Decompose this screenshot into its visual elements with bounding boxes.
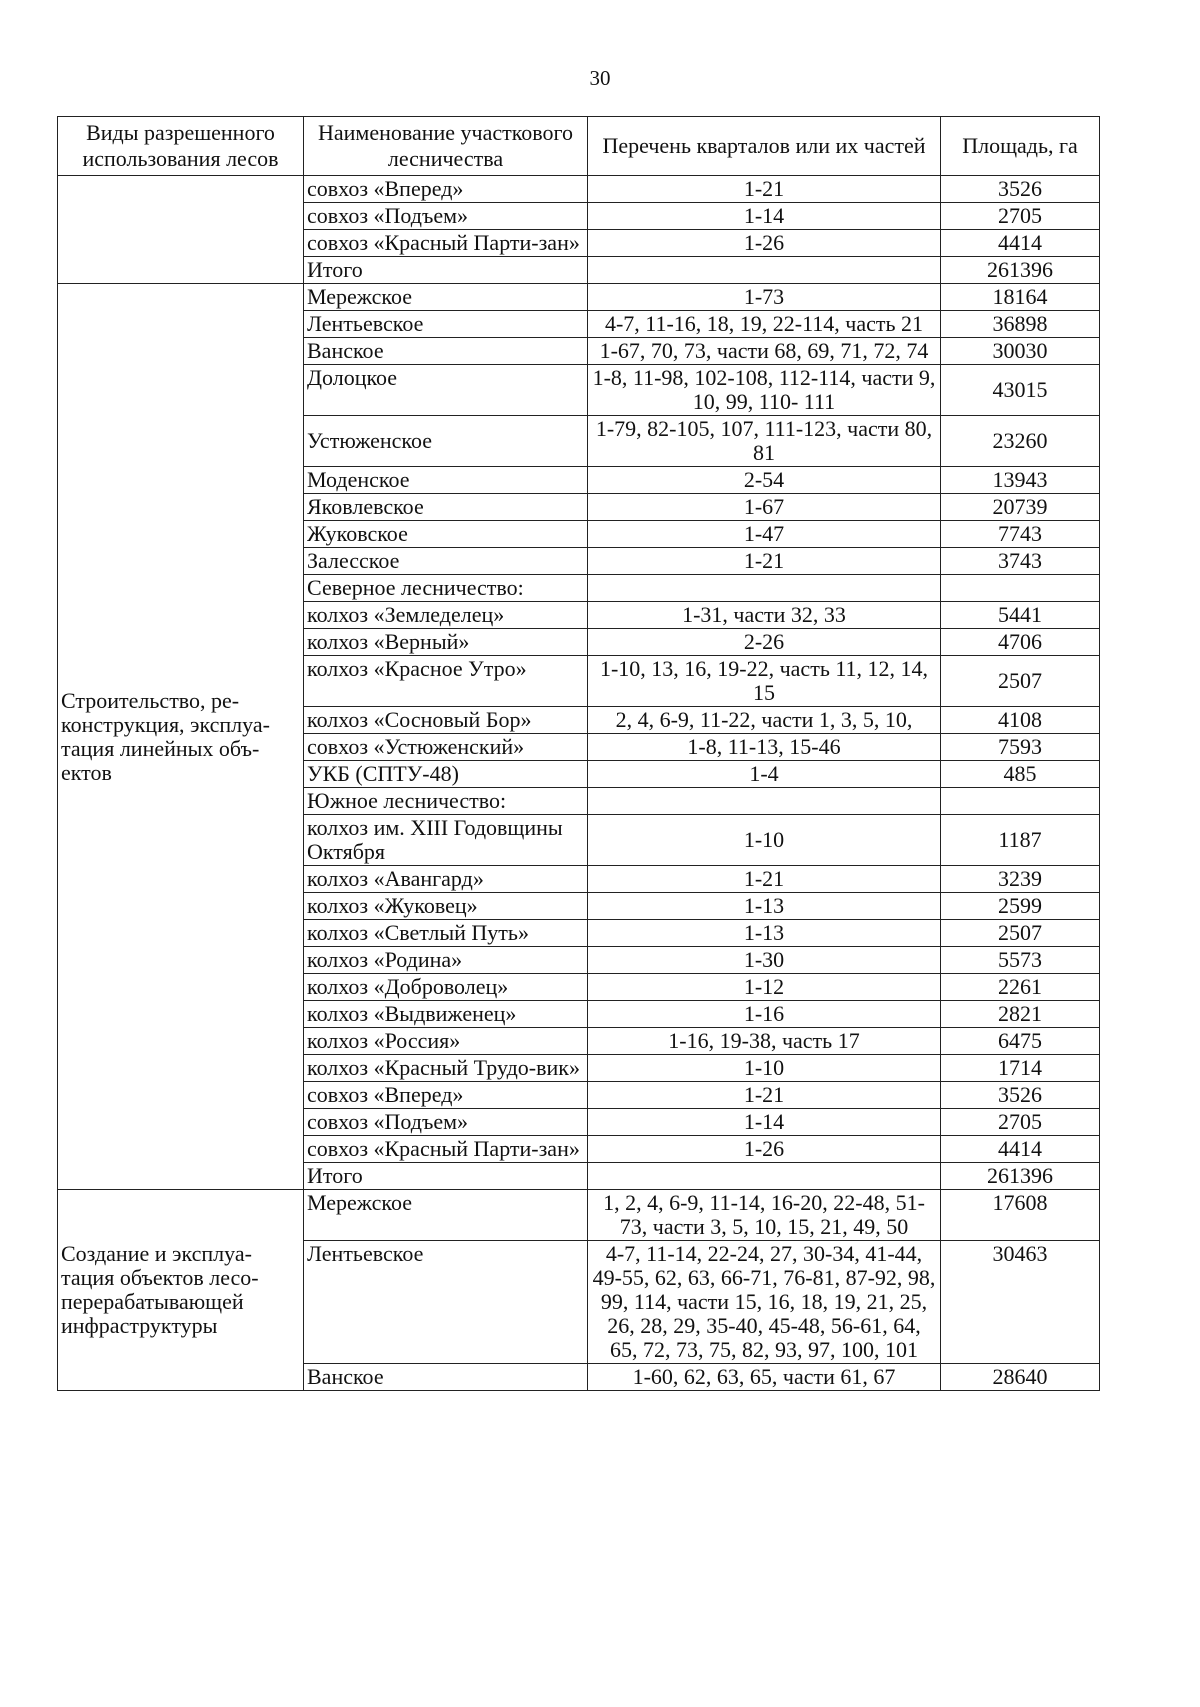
quarters-cell: 1-79, 82-105, 107, 111-123, части 80, 81 xyxy=(588,416,941,467)
forestry-name-cell: совхоз «Вперед» xyxy=(304,176,588,203)
quarters-cell: 1-10 xyxy=(588,815,941,866)
quarters-cell: 1-21 xyxy=(588,866,941,893)
forestry-name-cell: колхоз «Светлый Путь» xyxy=(304,920,588,947)
quarters-cell: 1, 2, 4, 6-9, 11-14, 16-20, 22-48, 51-73, части 3, 5, 10, 15, 21, 49, 50 xyxy=(588,1190,941,1241)
page-number: 30 xyxy=(589,66,611,90)
quarters-cell: 4-7, 11-16, 18, 19, 22-114, часть 21 xyxy=(588,311,941,338)
area-cell: 43015 xyxy=(941,365,1100,416)
quarters-cell: 2-26 xyxy=(588,629,941,656)
quarters-cell: 1-8, 11-98, 102-108, 112-114, части 9, 10, 99, 110- 111 xyxy=(588,365,941,416)
area-cell: 17608 xyxy=(941,1190,1100,1241)
forestry-name-cell: колхоз «Родина» xyxy=(304,947,588,974)
header-use: Виды разрешенного использования лесов xyxy=(58,117,304,176)
forestry-name-cell: колхоз «Россия» xyxy=(304,1028,588,1055)
quarters-cell: 1-16, 19-38, часть 17 xyxy=(588,1028,941,1055)
forestry-name-cell: колхоз «Авангард» xyxy=(304,866,588,893)
header-quarters: Перечень кварталов или их частей xyxy=(588,117,941,176)
quarters-cell: 1-67, 70, 73, части 68, 69, 71, 72, 74 xyxy=(588,338,941,365)
table-row xyxy=(58,176,1100,203)
area-cell: 2705 xyxy=(941,203,1100,230)
area-cell: 2705 xyxy=(941,1109,1100,1136)
forestry-name-cell: Лентьевское xyxy=(304,311,588,338)
area-cell: 2507 xyxy=(941,920,1100,947)
quarters-cell: 1-73 xyxy=(588,284,941,311)
forest-use-table xyxy=(57,116,1100,1391)
quarters-cell: 1-10, 13, 16, 19-22, часть 11, 12, 14, 15 xyxy=(588,656,941,707)
quarters-cell: 1-4 xyxy=(588,761,941,788)
quarters-cell: 1-14 xyxy=(588,1109,941,1136)
forestry-name-cell: Устюженское xyxy=(304,416,588,467)
quarters-cell: 1-13 xyxy=(588,893,941,920)
quarters-cell: 4-7, 11-14, 22-24, 27, 30-34, 41-44, 49-55, 62, 63, 66-71, 76-81, 87-92, 98, 99, 114, части 15, 16, 18, 19, 21, 25, 26, 28, 29, 35-40, 45-48, 56-61, 64, 65, 72, 73, 75, 82, 93, 97, 100, 101 xyxy=(588,1241,941,1364)
quarters-cell: 1-16 xyxy=(588,1001,941,1028)
quarters-cell: 1-30 xyxy=(588,947,941,974)
quarters-cell: 1-13 xyxy=(588,920,941,947)
area-cell: 2507 xyxy=(941,656,1100,707)
area-cell: 4414 xyxy=(941,230,1100,257)
forestry-name-cell: Южное лесничество: xyxy=(304,788,588,815)
forestry-name-cell: колхоз «Доброволец» xyxy=(304,974,588,1001)
use-type-cell: Строительство, ре-конструкция, эксплуа-тация линейных объ-ектов xyxy=(58,284,304,1190)
forestry-name-cell: колхоз им. XIII Годовщины Октября xyxy=(304,815,588,866)
area-cell: 28640 xyxy=(941,1364,1100,1391)
forestry-name-cell: Долоцкое xyxy=(304,365,588,416)
area-cell: 7743 xyxy=(941,521,1100,548)
quarters-cell: 1-26 xyxy=(588,1136,941,1163)
forestry-name-cell: колхоз «Верный» xyxy=(304,629,588,656)
quarters-cell: 1-26 xyxy=(588,230,941,257)
forestry-name-cell: Лентьевское xyxy=(304,1241,588,1364)
quarters-cell: 2, 4, 6-9, 11-22, части 1, 3, 5, 10, xyxy=(588,707,941,734)
quarters-cell: 1-10 xyxy=(588,1055,941,1082)
quarters-cell xyxy=(588,257,941,284)
forestry-name-cell: совхоз «Красный Парти-зан» xyxy=(304,230,588,257)
area-cell: 2599 xyxy=(941,893,1100,920)
quarters-cell: 1-14 xyxy=(588,203,941,230)
quarters-cell: 1-31, части 32, 33 xyxy=(588,602,941,629)
area-cell: 2261 xyxy=(941,974,1100,1001)
forestry-name-cell: совхоз «Устюженский» xyxy=(304,734,588,761)
area-cell: 18164 xyxy=(941,284,1100,311)
table-body xyxy=(58,176,1100,1391)
header-forestry: Наименование участкового лесничества xyxy=(304,117,588,176)
table-row xyxy=(58,1190,1100,1241)
forestry-name-cell: Мережское xyxy=(304,284,588,311)
forestry-name-cell: УКБ (СПТУ-48) xyxy=(304,761,588,788)
table-header-row xyxy=(58,117,1100,176)
forestry-name-cell: Мережское xyxy=(304,1190,588,1241)
quarters-cell: 1-21 xyxy=(588,1082,941,1109)
forestry-name-cell: совхоз «Вперед» xyxy=(304,1082,588,1109)
forestry-name-cell: Итого xyxy=(304,1163,588,1190)
forestry-name-cell: совхоз «Красный Парти-зан» xyxy=(304,1136,588,1163)
area-cell: 4414 xyxy=(941,1136,1100,1163)
table-row xyxy=(58,284,1100,311)
area-cell xyxy=(941,788,1100,815)
area-cell: 4706 xyxy=(941,629,1100,656)
quarters-cell xyxy=(588,575,941,602)
forestry-name-cell: колхоз «Сосновый Бор» xyxy=(304,707,588,734)
quarters-cell: 2-54 xyxy=(588,467,941,494)
forestry-name-cell: колхоз «Жуковец» xyxy=(304,893,588,920)
area-cell: 3526 xyxy=(941,176,1100,203)
forestry-name-cell: колхоз «Земледелец» xyxy=(304,602,588,629)
use-type-cell: Создание и эксплуа-тация объектов лесо-перерабатывающей инфраструктуры xyxy=(58,1190,304,1391)
quarters-cell: 1-47 xyxy=(588,521,941,548)
quarters-cell: 1-12 xyxy=(588,974,941,1001)
quarters-cell: 1-21 xyxy=(588,176,941,203)
forestry-name-cell: Залесское xyxy=(304,548,588,575)
forestry-name-cell: Ванское xyxy=(304,338,588,365)
header-area: Площадь, га xyxy=(941,117,1100,176)
forestry-name-cell: совхоз «Подъем» xyxy=(304,203,588,230)
area-cell: 4108 xyxy=(941,707,1100,734)
area-cell: 13943 xyxy=(941,467,1100,494)
area-cell xyxy=(941,575,1100,602)
area-cell: 3239 xyxy=(941,866,1100,893)
use-type-cell xyxy=(58,176,304,284)
area-cell: 30463 xyxy=(941,1241,1100,1364)
quarters-cell: 1-8, 11-13, 15-46 xyxy=(588,734,941,761)
area-cell: 20739 xyxy=(941,494,1100,521)
forestry-name-cell: колхоз «Красное Утро» xyxy=(304,656,588,707)
quarters-cell: 1-21 xyxy=(588,548,941,575)
quarters-cell: 1-67 xyxy=(588,494,941,521)
area-cell: 7593 xyxy=(941,734,1100,761)
area-cell: 1714 xyxy=(941,1055,1100,1082)
forestry-name-cell: Моденское xyxy=(304,467,588,494)
area-cell: 5441 xyxy=(941,602,1100,629)
forestry-name-cell: Итого xyxy=(304,257,588,284)
area-cell: 1187 xyxy=(941,815,1100,866)
forestry-name-cell: Яковлевское xyxy=(304,494,588,521)
forestry-name-cell: Ванское xyxy=(304,1364,588,1391)
area-cell: 5573 xyxy=(941,947,1100,974)
quarters-cell xyxy=(588,1163,941,1190)
area-cell: 3743 xyxy=(941,548,1100,575)
area-cell: 261396 xyxy=(941,1163,1100,1190)
forestry-name-cell: колхоз «Красный Трудо-вик» xyxy=(304,1055,588,1082)
area-cell: 2821 xyxy=(941,1001,1100,1028)
area-cell: 36898 xyxy=(941,311,1100,338)
forestry-name-cell: Жуковское xyxy=(304,521,588,548)
area-cell: 3526 xyxy=(941,1082,1100,1109)
area-cell: 485 xyxy=(941,761,1100,788)
area-cell: 261396 xyxy=(941,257,1100,284)
forestry-name-cell: совхоз «Подъем» xyxy=(304,1109,588,1136)
area-cell: 6475 xyxy=(941,1028,1100,1055)
quarters-cell: 1-60, 62, 63, 65, части 61, 67 xyxy=(588,1364,941,1391)
forestry-name-cell: Северное лесничество: xyxy=(304,575,588,602)
forestry-name-cell: колхоз «Выдвиженец» xyxy=(304,1001,588,1028)
area-cell: 30030 xyxy=(941,338,1100,365)
area-cell: 23260 xyxy=(941,416,1100,467)
quarters-cell xyxy=(588,788,941,815)
